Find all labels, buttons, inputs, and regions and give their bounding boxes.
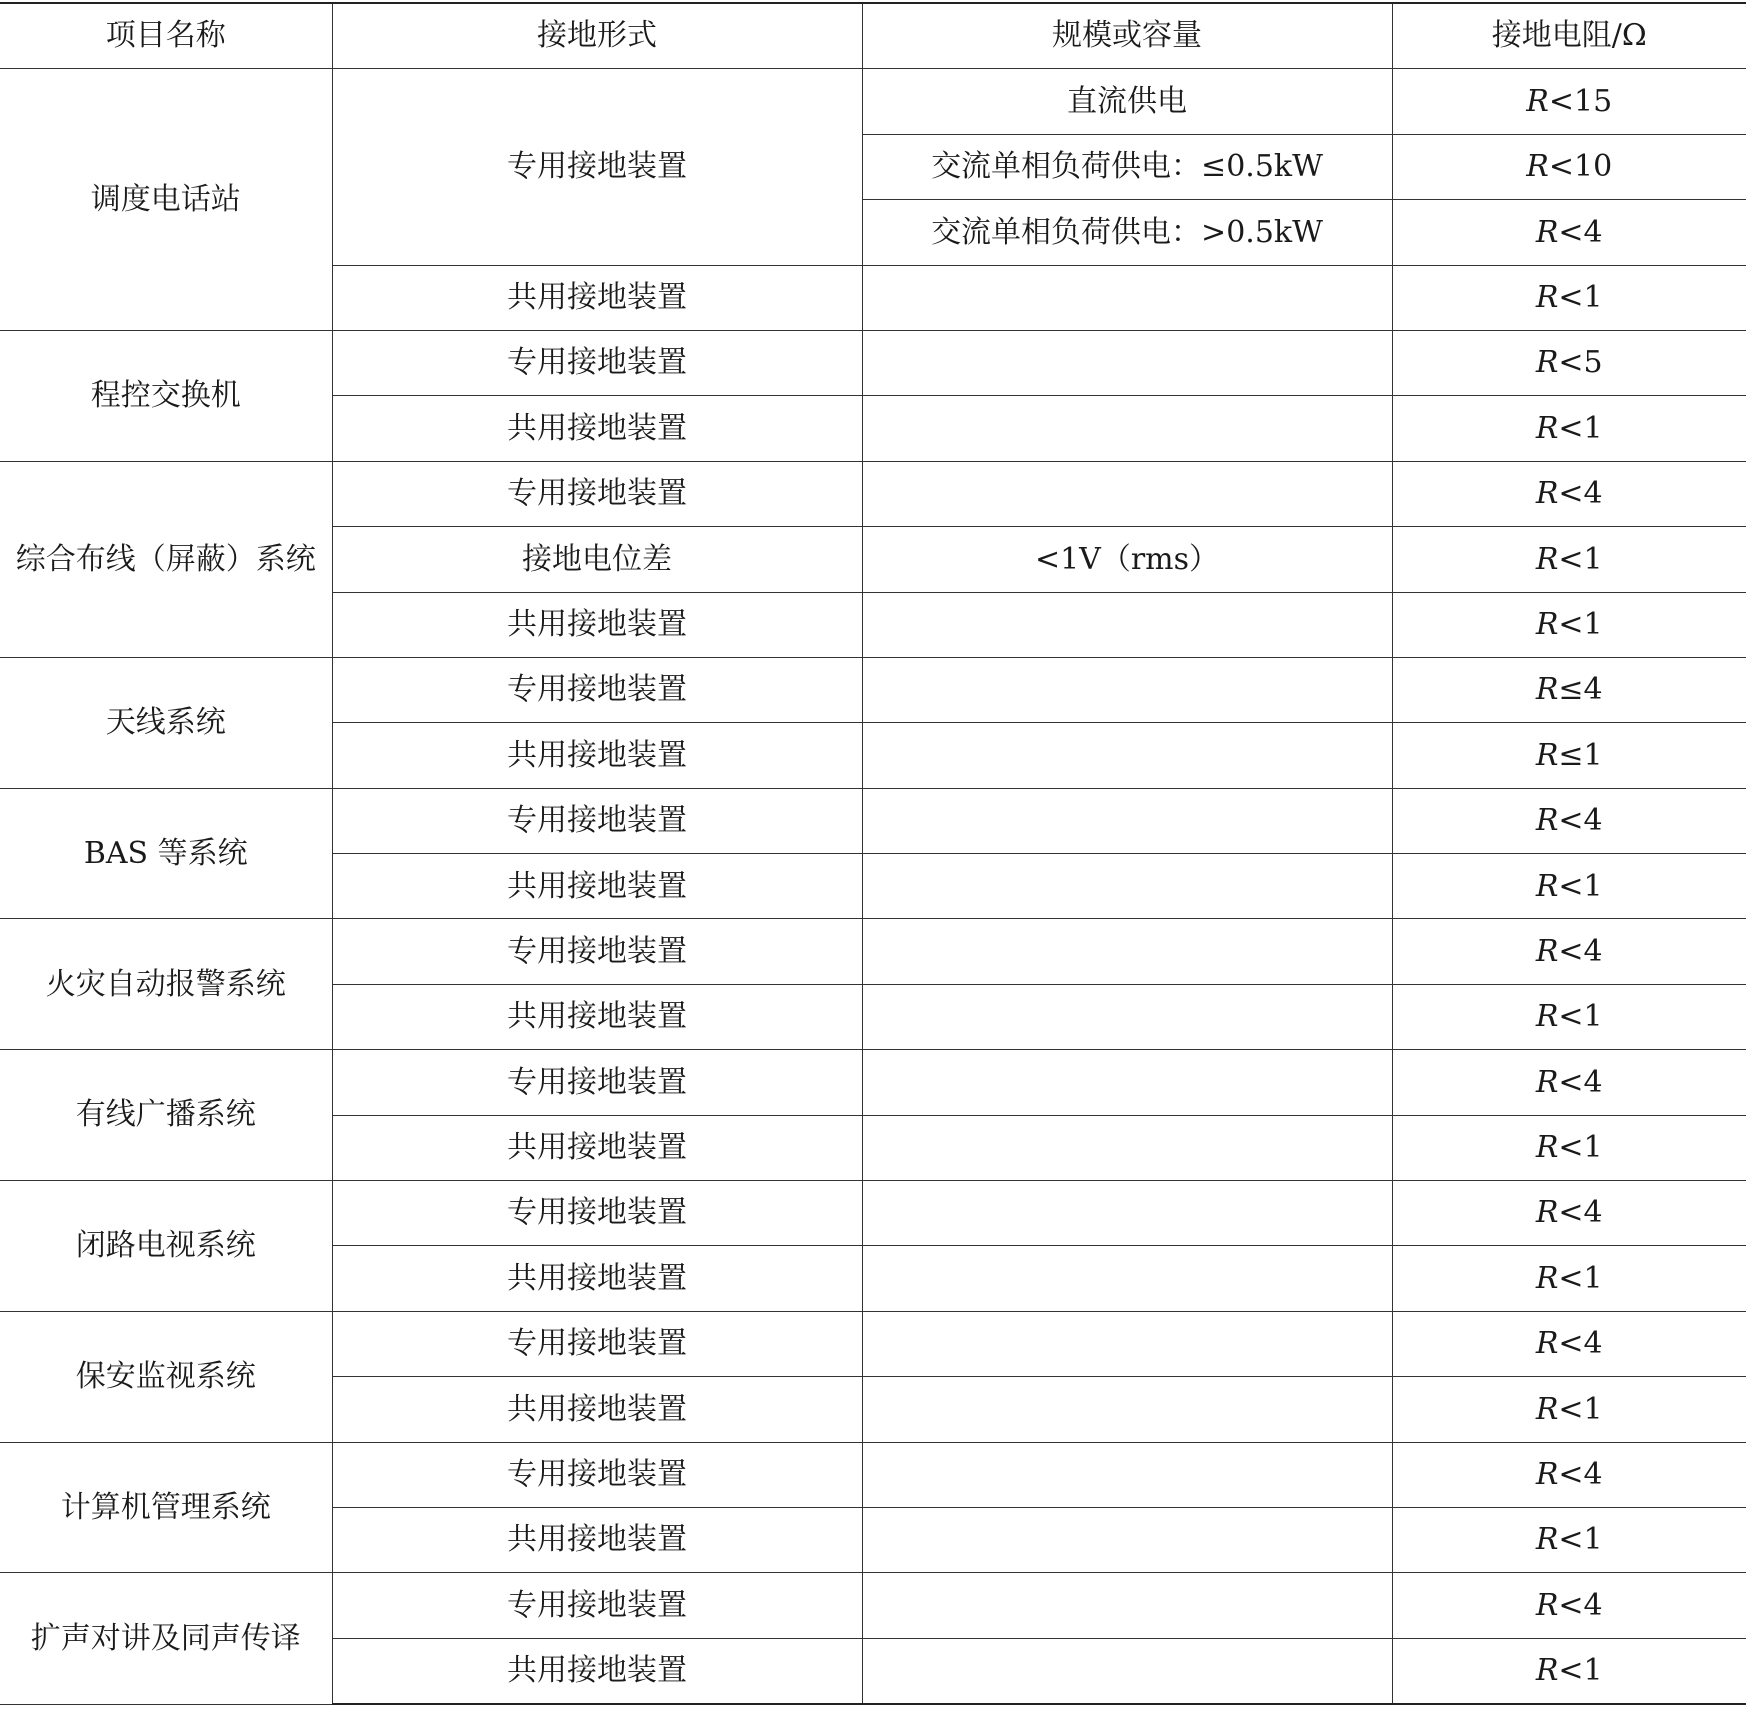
resistance-cell (1392, 1573, 1746, 1638)
item-name-cell: 闭路电视系统 (0, 1181, 332, 1312)
table-row (0, 330, 1746, 395)
resistance-symbol: R (1535, 868, 1559, 904)
table-row (0, 657, 1746, 722)
grounding-form-cell: 共用接地装置 (332, 265, 862, 330)
capacity-cell (862, 1573, 1392, 1638)
resistance-symbol: R (1535, 1064, 1559, 1100)
resistance-symbol: R (1526, 149, 1549, 185)
table-row (0, 1573, 1746, 1638)
item-name-cell: 程控交换机 (0, 330, 332, 461)
grounding-form-cell: 专用接地装置 (332, 330, 862, 395)
resistance-cell (1392, 1311, 1746, 1376)
capacity-cell (862, 396, 1392, 461)
resistance-value: <4 (1558, 1587, 1603, 1623)
grounding-form-cell: 专用接地装置 (332, 919, 862, 984)
resistance-symbol: R (1535, 933, 1559, 969)
resistance-symbol: R (1535, 1457, 1559, 1493)
resistance-cell (1392, 1115, 1746, 1180)
grounding-form-cell: 共用接地装置 (332, 1638, 862, 1704)
capacity-cell (862, 788, 1392, 853)
grounding-form-cell: 专用接地装置 (332, 1573, 862, 1638)
table-header (0, 3, 1746, 69)
resistance-value: <1 (1558, 1653, 1603, 1689)
resistance-cell (1392, 1638, 1746, 1704)
resistance-value: <4 (1558, 1326, 1603, 1362)
item-name-cell: BAS 等系统 (0, 788, 332, 919)
capacity-cell (862, 265, 1392, 330)
item-name-cell: 计算机管理系统 (0, 1442, 332, 1573)
item-name-cell: 天线系统 (0, 657, 332, 788)
grounding-form-cell: 专用接地装置 (332, 461, 862, 526)
resistance-value: <5 (1558, 345, 1603, 381)
capacity-cell (862, 1442, 1392, 1507)
resistance-cell (1392, 1377, 1746, 1442)
table-row (0, 788, 1746, 853)
capacity-cell (862, 919, 1392, 984)
table-body (0, 69, 1746, 1704)
resistance-cell (1392, 984, 1746, 1049)
header-grounding-form: 接地形式 (332, 3, 862, 69)
item-name-cell: 综合布线（屏蔽）系统 (0, 461, 332, 657)
grounding-form-cell: 共用接地装置 (332, 1115, 862, 1180)
table-row (0, 461, 1746, 526)
resistance-symbol: R (1535, 999, 1559, 1035)
resistance-symbol: R (1535, 737, 1559, 773)
resistance-symbol: R (1535, 214, 1559, 250)
grounding-resistance-table (0, 2, 1746, 1705)
resistance-cell (1392, 1181, 1746, 1246)
resistance-value: <1 (1558, 606, 1603, 642)
grounding-form-cell: 共用接地装置 (332, 1377, 862, 1442)
grounding-form-cell: 共用接地装置 (332, 1246, 862, 1311)
item-name-cell: 有线广播系统 (0, 1050, 332, 1181)
capacity-cell (862, 330, 1392, 395)
grounding-form-cell: 共用接地装置 (332, 984, 862, 1049)
resistance-cell (1392, 657, 1746, 722)
resistance-cell (1392, 69, 1746, 134)
capacity-cell: 交流单相负荷供电：>0.5kW (862, 200, 1392, 265)
resistance-cell (1392, 919, 1746, 984)
resistance-symbol: R (1535, 476, 1559, 512)
grounding-form-cell: 共用接地装置 (332, 396, 862, 461)
resistance-value: <4 (1558, 803, 1603, 839)
resistance-symbol: R (1535, 410, 1559, 446)
resistance-symbol: R (1535, 1522, 1559, 1558)
capacity-cell (862, 723, 1392, 788)
resistance-cell (1392, 1507, 1746, 1572)
capacity-cell (862, 1181, 1392, 1246)
resistance-symbol: R (1526, 83, 1549, 119)
grounding-form-cell: 共用接地装置 (332, 1507, 862, 1572)
header-scale-capacity: 规模或容量 (862, 3, 1392, 69)
resistance-symbol: R (1535, 280, 1559, 315)
header-grounding-resistance: 接地电阻/Ω (1392, 3, 1746, 69)
grounding-form-cell: 专用接地装置 (332, 657, 862, 722)
grounding-form-cell: 共用接地装置 (332, 854, 862, 919)
grounding-form-cell: 专用接地装置 (332, 788, 862, 853)
header-row (0, 3, 1746, 69)
resistance-value: <1 (1558, 541, 1603, 577)
resistance-value: <15 (1548, 83, 1613, 119)
capacity-cell (862, 592, 1392, 657)
resistance-symbol: R (1535, 803, 1559, 839)
resistance-cell (1392, 527, 1746, 592)
resistance-cell (1392, 265, 1746, 330)
resistance-value: <4 (1558, 1195, 1603, 1231)
resistance-cell (1392, 461, 1746, 526)
item-name-cell: 扩声对讲及同声传译 (0, 1573, 332, 1704)
header-item-name: 项目名称 (0, 3, 332, 69)
capacity-cell (862, 1311, 1392, 1376)
resistance-cell (1392, 1050, 1746, 1115)
resistance-value: <4 (1558, 1457, 1603, 1493)
resistance-value: <1 (1558, 1522, 1603, 1558)
capacity-cell (862, 461, 1392, 526)
resistance-cell (1392, 1442, 1746, 1507)
resistance-value: <4 (1558, 214, 1603, 250)
resistance-value: ≤1 (1558, 737, 1603, 773)
capacity-cell (862, 984, 1392, 1049)
resistance-value: <1 (1558, 1260, 1603, 1296)
capacity-cell: 直流供电 (862, 69, 1392, 134)
resistance-cell (1392, 330, 1746, 395)
table-row (0, 69, 1746, 134)
resistance-cell (1392, 854, 1746, 919)
capacity-cell (862, 1377, 1392, 1442)
resistance-value: <1 (1558, 1130, 1603, 1166)
grounding-form-cell: 共用接地装置 (332, 723, 862, 788)
resistance-value: <1 (1558, 999, 1603, 1035)
resistance-symbol: R (1535, 1587, 1559, 1623)
resistance-value: <1 (1558, 1391, 1603, 1427)
capacity-cell: 交流单相负荷供电：≤0.5kW (862, 134, 1392, 199)
resistance-value: <1 (1558, 280, 1603, 315)
resistance-symbol: R (1535, 1195, 1559, 1231)
resistance-symbol: R (1535, 1391, 1559, 1427)
grounding-form-cell: 专用接地装置 (332, 69, 862, 265)
resistance-cell (1392, 723, 1746, 788)
resistance-value: <1 (1558, 868, 1603, 904)
grounding-form-cell: 接地电位差 (332, 527, 862, 592)
table-row (0, 1311, 1746, 1376)
grounding-form-cell: 专用接地装置 (332, 1442, 862, 1507)
resistance-symbol: R (1535, 541, 1559, 577)
grounding-form-cell: 专用接地装置 (332, 1311, 862, 1376)
resistance-value: <4 (1558, 476, 1603, 512)
resistance-symbol: R (1535, 1260, 1559, 1296)
item-name-cell: 火灾自动报警系统 (0, 919, 332, 1050)
capacity-cell (862, 1246, 1392, 1311)
resistance-symbol: R (1535, 1130, 1559, 1166)
resistance-value: ≤4 (1558, 672, 1603, 708)
resistance-cell (1392, 788, 1746, 853)
capacity-cell (862, 1050, 1392, 1115)
resistance-value: <4 (1558, 933, 1603, 969)
resistance-cell (1392, 592, 1746, 657)
resistance-value: <10 (1548, 149, 1613, 185)
resistance-value: <1 (1558, 410, 1603, 446)
capacity-cell: <1V（rms） (862, 527, 1392, 592)
resistance-symbol: R (1535, 345, 1559, 381)
resistance-symbol: R (1535, 672, 1559, 708)
resistance-symbol: R (1535, 1326, 1559, 1362)
grounding-form-cell: 专用接地装置 (332, 1050, 862, 1115)
grounding-form-cell: 共用接地装置 (332, 592, 862, 657)
resistance-symbol: R (1535, 606, 1559, 642)
table-row (0, 1181, 1746, 1246)
resistance-value: <4 (1558, 1064, 1603, 1100)
item-name-cell: 保安监视系统 (0, 1311, 332, 1442)
capacity-cell (862, 1115, 1392, 1180)
table-row (0, 1442, 1746, 1507)
capacity-cell (862, 854, 1392, 919)
resistance-cell (1392, 396, 1746, 461)
resistance-cell (1392, 1246, 1746, 1311)
capacity-cell (862, 657, 1392, 722)
table-row (0, 919, 1746, 984)
resistance-cell (1392, 200, 1746, 265)
resistance-symbol: R (1535, 1653, 1559, 1689)
grounding-form-cell: 专用接地装置 (332, 1181, 862, 1246)
table-row (0, 1050, 1746, 1115)
capacity-cell (862, 1638, 1392, 1704)
resistance-cell (1392, 134, 1746, 199)
capacity-cell (862, 1507, 1392, 1572)
item-name-cell: 调度电话站 (0, 69, 332, 331)
